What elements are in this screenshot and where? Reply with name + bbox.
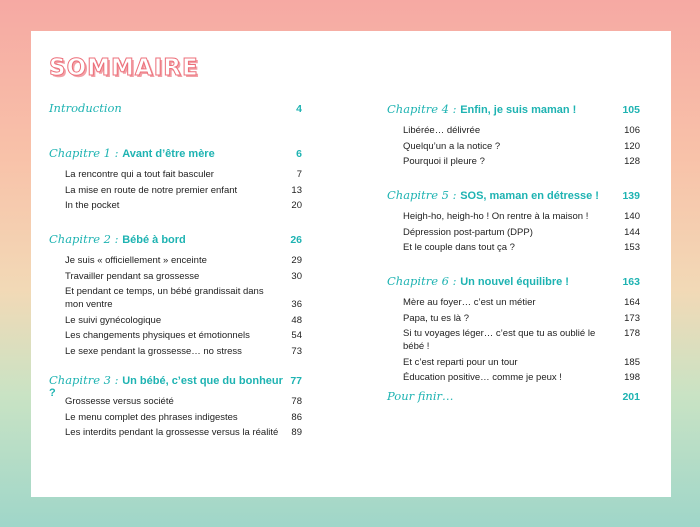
toc-chapter-5[interactable] (387, 188, 640, 257)
chapter-prefix: Chapitre 2 : (49, 232, 123, 246)
toc-item[interactable]: Le suivi gynécologique 48 (65, 314, 302, 326)
chapter-page: 163 (622, 276, 640, 288)
toc-chapter-4[interactable] (387, 102, 640, 171)
toc-item[interactable]: Et le couple dans tout ça ? 153 (403, 242, 640, 254)
chapter-title: SOS, maman en détresse ! (460, 190, 599, 202)
toc-item[interactable]: Dépression post-partum (DPP) 144 (403, 226, 640, 238)
toc-item[interactable]: Le menu complet des phrases indigestes 86 (65, 411, 302, 423)
toc-item[interactable]: Les changements physiques et émotionnels 54 (65, 330, 302, 342)
toc-item[interactable]: Éducation positive… comme je peux ! 198 (403, 372, 640, 384)
toc-item[interactable]: Grossesse versus société 78 (65, 396, 302, 407)
toc-item[interactable]: Travailler pendant sa grossesse 30 (65, 270, 302, 282)
toc-item[interactable]: Quelqu’un a la notice ? 120 (403, 140, 640, 152)
chapter-page: 105 (622, 104, 640, 116)
toc-item[interactable]: Libérée… délivrée 106 (403, 125, 640, 136)
toc-chapter-6[interactable] (387, 274, 640, 387)
toc-page (31, 31, 671, 497)
chapter-page: 6 (296, 148, 302, 160)
toc-chapter-3[interactable] (49, 373, 302, 442)
toc-entry-introduction[interactable] (49, 101, 302, 119)
toc-chapter-1[interactable] (49, 146, 302, 215)
toc-item[interactable]: Si tu voyages léger… c’est que tu as oublié le bébé ! 178 (403, 328, 640, 353)
chapter-title: Avant d’être mère (122, 148, 215, 160)
chapter-page: 4 (296, 103, 302, 115)
toc-item[interactable]: Je suis « officiellement » enceinte 29 (65, 255, 302, 266)
toc-item[interactable]: Les interdits pendant la grossesse versus la réalité 89 (65, 427, 302, 439)
chapter-prefix: Chapitre 4 : (387, 102, 461, 116)
toc-item[interactable]: Papa, tu es là ? 173 (403, 312, 640, 324)
chapter-page: 26 (290, 234, 302, 246)
chapter-prefix: Chapitre 5 : (387, 188, 461, 202)
page-title: SOMMAIRE (49, 55, 199, 81)
toc-item[interactable]: La mise en route de notre premier enfant 13 (65, 184, 302, 196)
chapter-title: Un bébé, c’est que du bonheur ? (49, 375, 283, 399)
chapter-prefix: Introduction (49, 101, 122, 115)
toc-chapter-2[interactable] (49, 232, 302, 361)
chapter-prefix: Pour finir… (387, 389, 454, 403)
toc-item[interactable]: Et pendant ce temps, un bébé grandissait dans mon ventre 36 (65, 286, 302, 311)
chapter-page: 139 (622, 190, 640, 202)
toc-item[interactable]: In the pocket 20 (65, 200, 302, 212)
chapter-page: 77 (290, 375, 302, 387)
chapter-title: Enfin, je suis maman ! (460, 104, 577, 116)
toc-item[interactable]: Pourquoi il pleure ? 128 (403, 156, 640, 168)
chapter-title: Un nouvel équilibre ! (460, 276, 569, 288)
chapter-page: 201 (622, 391, 640, 403)
toc-item[interactable]: Mère au foyer… c’est un métier 164 (403, 297, 640, 308)
chapter-title: Bébé à bord (122, 234, 186, 246)
chapter-prefix: Chapitre 1 : (49, 146, 123, 160)
chapter-prefix: Chapitre 6 : (387, 274, 461, 288)
toc-item[interactable]: Le sexe pendant la grossesse… no stress 73 (65, 345, 302, 357)
toc-item[interactable]: La rencontre qui a tout fait basculer 7 (65, 169, 302, 180)
toc-entry-pour-finir[interactable] (387, 389, 640, 407)
toc-item[interactable]: Et c’est reparti pour un tour 185 (403, 356, 640, 368)
toc-item[interactable]: Heigh-ho, heigh-ho ! On rentre à la maison ! 140 (403, 211, 640, 222)
chapter-prefix: Chapitre 3 : (49, 373, 123, 387)
